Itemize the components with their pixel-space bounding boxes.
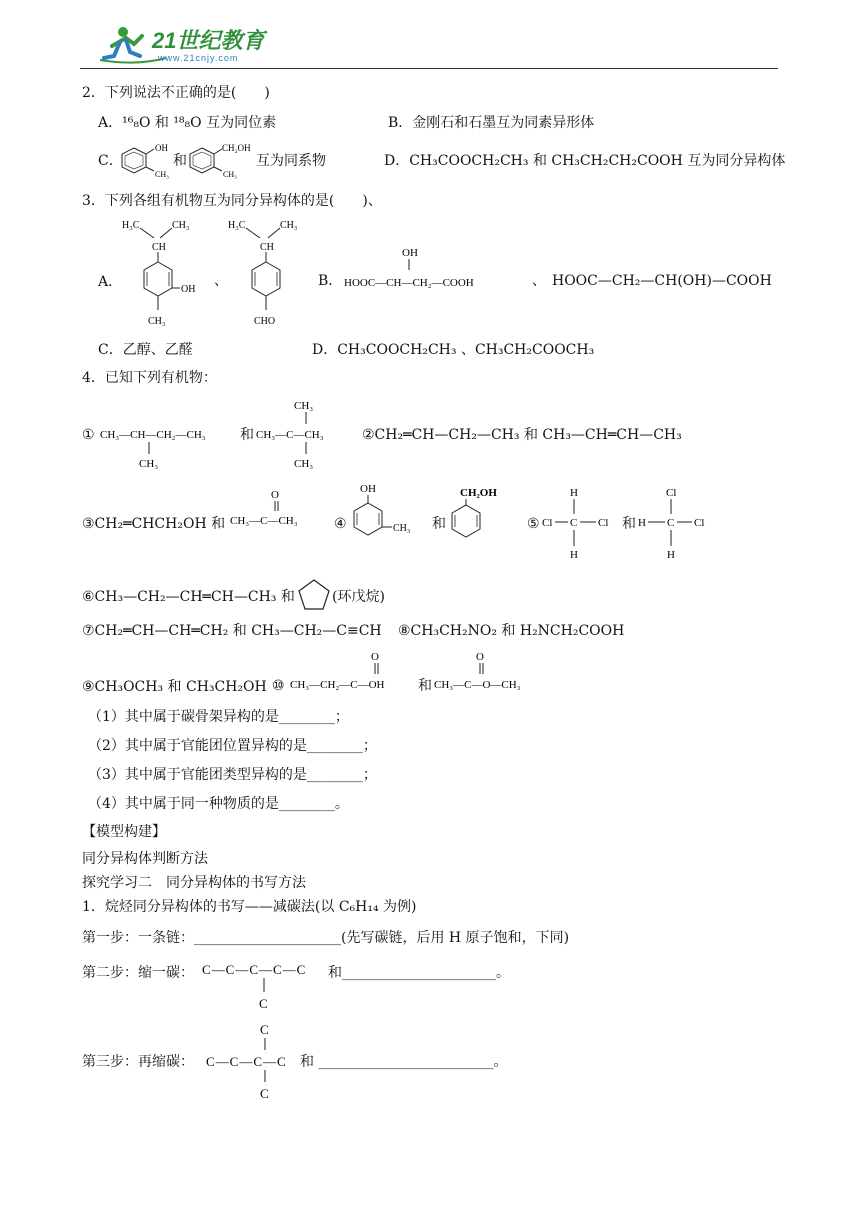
q4-item5-right [636, 482, 716, 566]
h3c-label: H₃C [122, 220, 140, 231]
q2-structure-phenol-methyl [118, 140, 174, 180]
c-label: C [570, 517, 578, 529]
h-label: H [638, 517, 646, 529]
ch3-label: CH₃ [155, 170, 169, 179]
cl-label: Cl [666, 487, 677, 499]
q3-option-a-sep: 、 [214, 273, 228, 289]
header-logo [96, 22, 286, 66]
q2-option-c-label: C． [98, 153, 123, 169]
h3c-label: H₃C [228, 220, 246, 231]
ch3-label: CH₃ [294, 400, 314, 412]
o-label: O [476, 651, 484, 663]
o-label: O [371, 651, 379, 663]
model-step3-answer: 和 _________________________。 [300, 1054, 508, 1070]
h-label: H [570, 487, 578, 499]
q3-structure-a2 [224, 214, 314, 332]
b-left-chain: HOOC—CH—CH₂—COOH [344, 277, 474, 289]
i10-right-chain: CH₃—C—O—CH₃ [434, 679, 521, 691]
q3-option-c: C．乙醇、乙醛 [98, 342, 193, 358]
ch3-label: CH₃ [148, 316, 166, 327]
q4-item7: ⑦CH₂═CH—CH═CH₂ 和 CH₃—CH₂—C≡CH [82, 623, 382, 639]
q3-option-d: D．CH₃COOCH₂CH₃ 、CH₃CH₂COOCH₃ [312, 342, 595, 358]
q4-item6-suffix: (环戊烷) [332, 589, 385, 605]
q4-item4-benzyl-alcohol [448, 480, 522, 550]
oh-label: OH [402, 247, 418, 259]
q4-item8: ⑧CH₃CH₂NO₂ 和 H₂NCH₂COOH [398, 623, 625, 639]
q3-structure-b-left [342, 242, 538, 292]
q4-item1-right [254, 396, 350, 472]
q2-structure-benzyl-alcohol-methyl [186, 140, 256, 180]
q2-option-c-and: 和 [173, 153, 187, 169]
q4-sub4: （4）其中属于同一种物质的是________。 [88, 796, 349, 812]
model-step2-label: 第二步：缩一碳： [82, 965, 194, 981]
cl-label: Cl [694, 517, 705, 529]
cl-label: Cl [542, 517, 553, 529]
ch3-label: CH₃ [393, 523, 411, 534]
q4-item6: ⑥CH₃—CH₂—CH═CH—CH₃ 和 [82, 589, 295, 605]
chain4-label: C—C—C—C [206, 1054, 287, 1069]
q4-item2: ②CH₂═CH—CH₂—CH₃ 和 CH₃—CH═CH—CH₃ [362, 427, 682, 443]
model-step3-chain [204, 1020, 304, 1104]
header-divider [80, 68, 778, 69]
chain5-label: C—C—C—C—C [202, 962, 307, 977]
q4-item5-and: 和 [622, 516, 636, 532]
q4-item5-left [540, 482, 620, 566]
q3-structure-a1 [118, 214, 214, 332]
ch3-label: CH₃ [280, 220, 298, 231]
q4-sub2: （2）其中属于官能团位置异构的是________； [88, 738, 377, 754]
c-label: C [260, 1086, 269, 1101]
ch2oh-label: CH₂OH [222, 143, 251, 153]
q4-item10-right [432, 646, 562, 696]
ch3-label: CH₃ [223, 170, 237, 179]
q4-item1-left [98, 406, 238, 470]
cho-label: CHO [254, 316, 276, 327]
q4-item4-cresol [346, 480, 426, 550]
cl-label: Cl [598, 517, 609, 529]
model-step2-answer: 和______________________。 [328, 965, 510, 981]
oh-label: OH [360, 483, 376, 495]
ch-label: CH [152, 242, 166, 253]
q2-option-b: B．金刚石和石墨互为同素异形体 [388, 115, 595, 131]
q4-item5-prefix: ⑤ [527, 516, 540, 532]
h-label: H [667, 549, 675, 561]
q4-item3-acetone [228, 484, 328, 534]
q3-stem: 3．下列各组有机物互为同分异构体的是( )、 [82, 193, 382, 209]
q3-option-b-right: HOOC—CH₂—CH(OH)—COOH [552, 273, 772, 289]
q4-item6-cyclopentane [296, 577, 332, 613]
model-line3: 1．烷烃同分异构体的书写——减碳法(以 C₆H₁₄ 为例) [82, 899, 417, 915]
q4-item1-prefix: ① [82, 427, 95, 443]
q4-item9: ⑨CH₃OCH₃ 和 CH₃CH₂OH [82, 679, 267, 695]
q4-sub1: （1）其中属于碳骨架异构的是________； [88, 709, 349, 725]
q4-item10-and: 和 [418, 678, 432, 694]
ch2oh-label: CH₂OH [460, 487, 497, 499]
model-line1: 同分异构体判断方法 [82, 851, 208, 867]
oh-label: OH [155, 143, 168, 153]
q4-item10-prefix: ⑩ [272, 678, 285, 694]
q4-item3: ③CH₂═CHCH₂OH 和 [82, 516, 226, 532]
ch3-label: CH₃ [294, 458, 314, 470]
model-step3-label: 第三步：再缩碳： [82, 1054, 194, 1070]
c-label: C [259, 996, 268, 1011]
logo-url: www.21cnjy.com [158, 53, 239, 63]
logo-text: 21世纪教育 [152, 28, 265, 53]
q2-option-a: A．¹⁶₈O 和 ¹⁸₈O 互为同位素 [98, 115, 277, 131]
i3-right-chain: CH₃—C—CH₃ [230, 515, 298, 527]
q2-stem: 2．下列说法不正确的是( ) [82, 85, 270, 101]
ch3-label: CH₃ [139, 458, 159, 470]
q4-item4-and: 和 [432, 516, 446, 532]
oh-label: OH [181, 284, 196, 295]
q4-item4-prefix: ④ [334, 516, 347, 532]
q4-stem: 4．已知下列有机物： [82, 370, 217, 386]
q3-option-b-label: B． [318, 273, 343, 289]
ch3-label: CH₃ [172, 220, 190, 231]
h-label: H [570, 549, 578, 561]
q4-sub3: （3）其中属于官能团类型异构的是________； [88, 767, 377, 783]
q3-option-b-sep: 、 [532, 273, 546, 289]
q4-item1-and: 和 [240, 427, 254, 443]
q2-option-c-suffix: 互为同系物 [256, 153, 326, 169]
i1-left-chain: CH₃—CH—CH₂—CH₃ [100, 429, 206, 441]
q2-option-d: D．CH₃COOCH₂CH₃ 和 CH₃CH₂CH₂COOH 互为同分异构体 [384, 153, 786, 169]
c-label: C [667, 517, 675, 529]
model-step2-chain [200, 950, 330, 1016]
i1-right-chain: CH₃—C—CH₃ [256, 429, 324, 441]
c-label: C [260, 1022, 269, 1037]
q4-item10-left [288, 646, 422, 696]
i10-left-chain: CH₃—CH₂—C—OH [290, 679, 385, 691]
model-step1: 第一步：一条链：_____________________(先写碳链，后用 H 原子饱和，下同) [82, 930, 570, 946]
o-label: O [271, 489, 279, 501]
model-title: 【模型构建】 [82, 824, 166, 840]
model-line2: 探究学习二 同分异构体的书写方法 [82, 875, 306, 891]
ch-label: CH [260, 242, 274, 253]
q3-option-a-label: A． [98, 274, 123, 290]
